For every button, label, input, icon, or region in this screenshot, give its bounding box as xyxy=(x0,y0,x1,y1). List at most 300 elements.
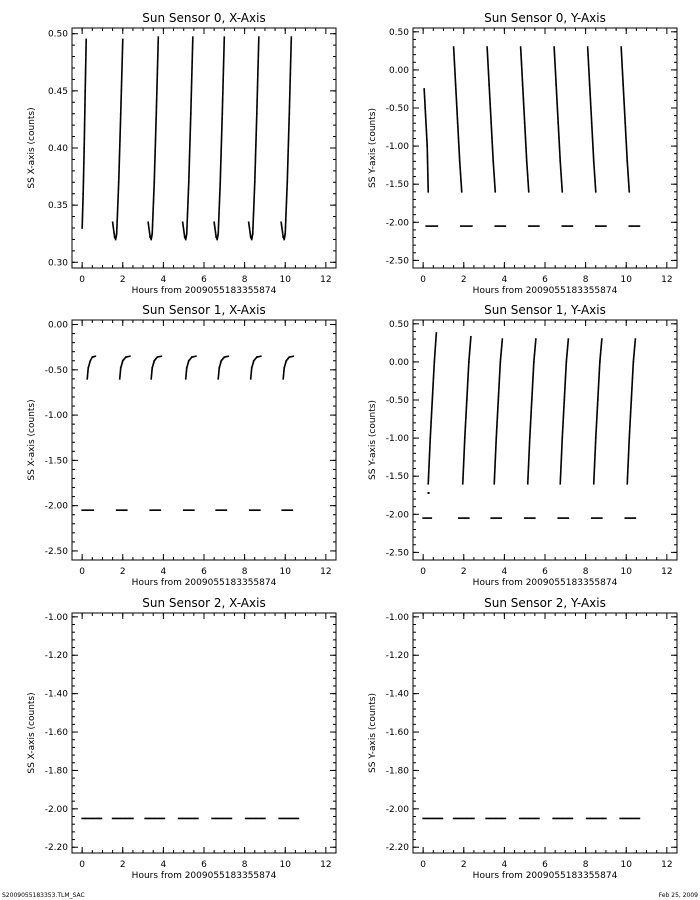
data-point xyxy=(487,818,489,820)
data-point xyxy=(119,139,121,141)
data-point xyxy=(257,71,259,73)
data-point xyxy=(427,191,429,193)
data-point xyxy=(595,437,597,439)
data-point xyxy=(121,70,123,72)
data-point xyxy=(526,166,528,168)
data-point xyxy=(151,818,153,820)
data-point xyxy=(222,103,224,105)
data-point xyxy=(430,225,432,227)
data-point xyxy=(593,163,595,165)
data-point xyxy=(298,818,300,820)
data-point xyxy=(594,465,596,467)
data-point xyxy=(628,191,630,193)
data-point xyxy=(181,818,183,820)
data-point xyxy=(464,444,466,446)
data-point xyxy=(155,143,157,145)
data-point xyxy=(220,164,222,166)
data-point xyxy=(463,468,465,470)
data-point xyxy=(156,107,158,109)
data-point xyxy=(256,123,258,125)
data-point xyxy=(493,173,495,175)
data-point xyxy=(589,818,591,820)
data-point xyxy=(428,468,430,470)
data-point xyxy=(287,157,289,159)
data-point xyxy=(253,195,255,197)
data-point xyxy=(628,439,630,441)
data-point xyxy=(223,53,225,55)
data-point xyxy=(285,818,287,820)
data-point xyxy=(189,150,191,152)
data-point xyxy=(632,818,634,820)
data-point xyxy=(289,77,291,79)
data-point xyxy=(245,818,247,820)
data-point xyxy=(82,194,84,196)
data-point xyxy=(594,176,596,178)
data-point xyxy=(498,387,500,389)
data-point xyxy=(285,223,287,225)
data-point xyxy=(560,174,562,176)
data-point xyxy=(455,88,457,90)
data-point xyxy=(153,184,155,186)
data-point xyxy=(188,186,190,188)
data-point xyxy=(528,185,530,187)
data-point xyxy=(157,43,159,45)
data-point xyxy=(191,57,193,59)
data-point xyxy=(189,153,191,155)
data-point xyxy=(568,517,570,519)
data-point xyxy=(527,173,529,175)
data-point xyxy=(222,818,224,820)
data-point xyxy=(621,52,623,54)
data-point xyxy=(287,147,289,149)
data-point xyxy=(460,181,462,183)
chart-title: Sun Sensor 0, Y-Axis xyxy=(484,11,606,25)
data-point xyxy=(494,190,496,192)
footer-date: Feb 25, 2009 xyxy=(658,892,698,899)
data-point xyxy=(434,360,436,362)
data-segment xyxy=(249,509,261,511)
data-point xyxy=(252,230,254,232)
data-point xyxy=(528,818,530,820)
data-point xyxy=(492,818,494,820)
data-point xyxy=(156,105,158,107)
data-segment xyxy=(628,225,640,227)
data-point xyxy=(288,133,290,135)
data-point xyxy=(256,118,258,120)
y-tick-label: -1.00 xyxy=(44,612,68,623)
data-point xyxy=(221,123,223,125)
data-point xyxy=(84,104,86,106)
data-point xyxy=(223,59,225,61)
data-point xyxy=(121,62,123,64)
y-tick-label: -1.50 xyxy=(385,180,409,191)
data-point xyxy=(453,54,455,56)
data-point xyxy=(463,451,465,453)
data-point xyxy=(428,472,430,474)
data-point xyxy=(152,209,154,211)
data-point xyxy=(257,59,259,61)
y-tick-label: 0.00 xyxy=(388,357,409,368)
data-point xyxy=(258,50,260,52)
data-point xyxy=(254,176,256,178)
data-point xyxy=(560,471,562,473)
data-point xyxy=(560,165,562,167)
data-point xyxy=(473,818,475,820)
y-tick-label: -0.50 xyxy=(44,365,68,376)
data-point xyxy=(561,191,563,193)
data-point xyxy=(153,193,155,195)
data-point xyxy=(288,146,290,148)
data-point xyxy=(190,121,192,123)
data-point xyxy=(154,172,156,174)
data-point xyxy=(434,350,436,352)
data-point xyxy=(218,226,220,228)
data-point xyxy=(221,143,223,145)
data-point xyxy=(254,175,256,177)
data-point xyxy=(434,357,436,359)
data-point xyxy=(192,53,194,55)
data-point xyxy=(560,477,562,479)
data-point xyxy=(188,171,190,173)
data-point xyxy=(155,144,157,146)
data-point xyxy=(494,183,496,185)
data-point xyxy=(84,136,86,138)
data-point xyxy=(85,41,87,43)
data-point xyxy=(83,157,85,159)
data-point xyxy=(287,160,289,162)
y-tick-label: -2.50 xyxy=(385,548,409,559)
data-point xyxy=(82,216,84,218)
data-point xyxy=(152,227,154,229)
data-point xyxy=(460,177,462,179)
data-segment xyxy=(248,36,260,240)
data-point xyxy=(463,464,465,466)
data-point xyxy=(255,150,257,152)
data-point xyxy=(495,447,497,449)
data-point xyxy=(594,455,596,457)
data-point xyxy=(153,188,155,190)
data-point xyxy=(83,149,85,151)
data-point xyxy=(192,49,194,51)
x-tick-label: 6 xyxy=(201,860,207,870)
data-point xyxy=(255,158,257,160)
data-point xyxy=(459,167,461,169)
data-segment xyxy=(619,818,640,820)
chart-title: Sun Sensor 0, X-Axis xyxy=(142,11,266,25)
data-point xyxy=(193,509,195,511)
data-point xyxy=(83,185,85,187)
data-point xyxy=(495,448,497,450)
data-point xyxy=(257,60,259,62)
data-point xyxy=(287,172,289,174)
data-point xyxy=(246,818,248,820)
data-point xyxy=(191,91,193,93)
data-point xyxy=(84,107,86,109)
data-point xyxy=(218,215,220,217)
data-point xyxy=(289,100,291,102)
data-point xyxy=(554,56,556,58)
data-point xyxy=(295,818,297,820)
data-point xyxy=(120,110,122,112)
data-point xyxy=(524,128,526,130)
data-point xyxy=(263,818,265,820)
data-point xyxy=(560,459,562,461)
data-point xyxy=(194,818,196,820)
data-point xyxy=(222,85,224,87)
data-point xyxy=(286,184,288,186)
data-point xyxy=(83,169,85,171)
x-axis-label: Hours from 2009055183355874 xyxy=(472,578,618,588)
data-point xyxy=(83,154,85,156)
data-point xyxy=(157,64,159,66)
data-point xyxy=(527,476,529,478)
data-point xyxy=(286,195,288,197)
data-point xyxy=(624,114,626,116)
y-tick-label: -1.50 xyxy=(385,472,409,483)
data-point xyxy=(286,205,288,207)
data-segment xyxy=(458,517,470,519)
data-point xyxy=(287,173,289,175)
data-point xyxy=(189,161,191,163)
data-point xyxy=(462,479,464,481)
data-point xyxy=(82,207,84,209)
data-segment xyxy=(591,517,603,519)
data-segment xyxy=(493,338,503,484)
data-point xyxy=(190,96,192,98)
y-tick-label: 0.00 xyxy=(47,320,68,331)
data-point xyxy=(593,476,595,478)
data-point xyxy=(285,218,287,220)
data-point xyxy=(468,362,470,364)
data-point xyxy=(493,169,495,171)
data-point xyxy=(428,480,430,482)
x-tick-label: 4 xyxy=(501,275,508,285)
data-point xyxy=(156,78,158,80)
data-point xyxy=(159,818,161,820)
data-point xyxy=(222,99,224,101)
data-point xyxy=(82,219,84,221)
data-point xyxy=(554,57,556,59)
data-point xyxy=(563,818,565,820)
data-point xyxy=(254,190,256,192)
data-point xyxy=(554,818,556,820)
data-point xyxy=(85,58,87,60)
data-point xyxy=(635,338,637,340)
data-point xyxy=(220,162,222,164)
data-point xyxy=(186,222,188,224)
data-point xyxy=(559,818,561,820)
data-point xyxy=(595,441,597,443)
data-point xyxy=(561,180,563,182)
data-point xyxy=(249,818,251,820)
data-point xyxy=(252,225,254,227)
data-point xyxy=(427,172,429,174)
data-segment xyxy=(453,818,475,820)
data-point xyxy=(488,818,490,820)
data-point xyxy=(190,125,192,127)
data-point xyxy=(489,818,491,820)
data-point xyxy=(594,177,596,179)
data-point xyxy=(639,225,641,227)
data-point xyxy=(222,102,224,104)
data-point xyxy=(187,218,189,220)
data-point xyxy=(529,439,531,441)
data-point xyxy=(527,177,529,179)
data-point xyxy=(186,230,188,232)
data-point xyxy=(561,458,563,460)
data-point xyxy=(289,93,291,95)
data-point xyxy=(222,75,224,77)
data-point xyxy=(594,174,596,176)
data-point xyxy=(120,95,122,97)
data-point xyxy=(252,232,254,234)
data-point xyxy=(153,205,155,207)
x-tick-label: 8 xyxy=(241,275,248,285)
data-point xyxy=(258,41,260,43)
data-point xyxy=(428,462,430,464)
data-point xyxy=(460,176,462,178)
data-point xyxy=(594,818,596,820)
data-point xyxy=(286,194,288,196)
data-point xyxy=(221,129,223,131)
x-tick-label: 8 xyxy=(582,275,589,285)
data-point xyxy=(219,186,221,188)
data-point xyxy=(189,149,191,151)
data-segment xyxy=(595,225,607,227)
data-point xyxy=(290,64,292,66)
y-tick-label: 0.40 xyxy=(47,144,68,154)
data-point xyxy=(220,160,222,162)
data-point xyxy=(120,101,122,103)
data-point xyxy=(83,151,85,153)
data-point xyxy=(627,173,629,175)
data-point xyxy=(221,117,223,119)
data-point xyxy=(560,167,562,169)
data-point xyxy=(528,455,530,457)
data-point xyxy=(256,105,258,107)
data-point xyxy=(460,184,462,186)
data-point xyxy=(224,818,226,820)
data-point xyxy=(461,187,463,189)
y-tick-label: -1.60 xyxy=(44,728,68,739)
data-point xyxy=(154,149,156,151)
data-point xyxy=(494,476,496,478)
data-point xyxy=(155,133,157,135)
data-point xyxy=(254,166,256,168)
data-point xyxy=(628,446,630,448)
data-point xyxy=(88,509,90,511)
y-tick-label: -2.00 xyxy=(385,218,409,229)
data-point xyxy=(460,225,462,227)
data-point xyxy=(427,149,429,151)
data-point xyxy=(435,334,437,336)
data-point xyxy=(286,204,288,206)
data-point xyxy=(220,171,222,173)
data-point xyxy=(561,439,563,441)
data-point xyxy=(191,84,193,86)
data-point xyxy=(256,112,258,114)
data-point xyxy=(155,121,157,123)
data-point xyxy=(289,112,291,114)
data-point xyxy=(487,57,489,59)
data-point xyxy=(157,70,159,72)
data-point xyxy=(495,458,497,460)
data-point xyxy=(434,351,436,353)
data-point xyxy=(220,161,222,163)
data-point xyxy=(594,179,596,181)
data-point xyxy=(220,179,222,181)
data-point xyxy=(427,183,429,185)
data-point xyxy=(188,173,190,175)
data-point xyxy=(527,483,529,485)
data-point xyxy=(627,461,629,463)
data-point xyxy=(82,209,84,211)
data-point xyxy=(561,446,563,448)
data-point xyxy=(628,437,630,439)
data-point xyxy=(226,509,228,511)
data-point xyxy=(255,135,257,137)
data-point xyxy=(595,184,597,186)
data-point xyxy=(289,98,291,100)
data-point xyxy=(83,509,85,511)
data-point xyxy=(526,165,528,167)
data-point xyxy=(468,225,470,227)
data-point xyxy=(191,77,193,79)
data-point xyxy=(221,142,223,144)
data-point xyxy=(427,163,429,165)
data-point xyxy=(186,225,188,227)
data-point xyxy=(117,194,119,196)
data-point xyxy=(435,340,437,342)
data-point xyxy=(289,86,291,88)
data-point xyxy=(92,818,94,820)
data-point xyxy=(288,136,290,138)
data-point xyxy=(627,482,629,484)
data-point xyxy=(453,56,455,58)
data-point xyxy=(257,86,259,88)
data-point xyxy=(82,205,84,207)
x-tick-label: 8 xyxy=(241,567,248,577)
data-point xyxy=(152,230,154,232)
x-tick-label: 2 xyxy=(460,567,467,577)
data-point xyxy=(118,164,120,166)
x-axis-label: Hours from 2009055183355874 xyxy=(131,871,277,881)
data-point xyxy=(461,185,463,187)
data-point xyxy=(83,144,85,146)
data-point xyxy=(254,179,256,181)
data-point xyxy=(121,90,123,92)
data-point xyxy=(633,818,635,820)
data-point xyxy=(495,446,497,448)
data-point xyxy=(521,64,523,66)
data-point xyxy=(191,80,193,82)
data-point xyxy=(84,122,86,124)
data-point xyxy=(289,78,291,80)
data-point xyxy=(599,362,601,364)
data-point xyxy=(560,461,562,463)
data-point xyxy=(464,447,466,449)
data-point xyxy=(157,68,159,70)
data-point xyxy=(85,44,87,46)
data-point xyxy=(427,162,429,164)
data-point xyxy=(560,173,562,175)
data-point xyxy=(155,118,157,120)
data-point xyxy=(119,157,121,159)
data-point xyxy=(223,71,225,73)
data-segment xyxy=(427,492,429,494)
data-point xyxy=(250,818,252,820)
data-point xyxy=(287,161,289,163)
